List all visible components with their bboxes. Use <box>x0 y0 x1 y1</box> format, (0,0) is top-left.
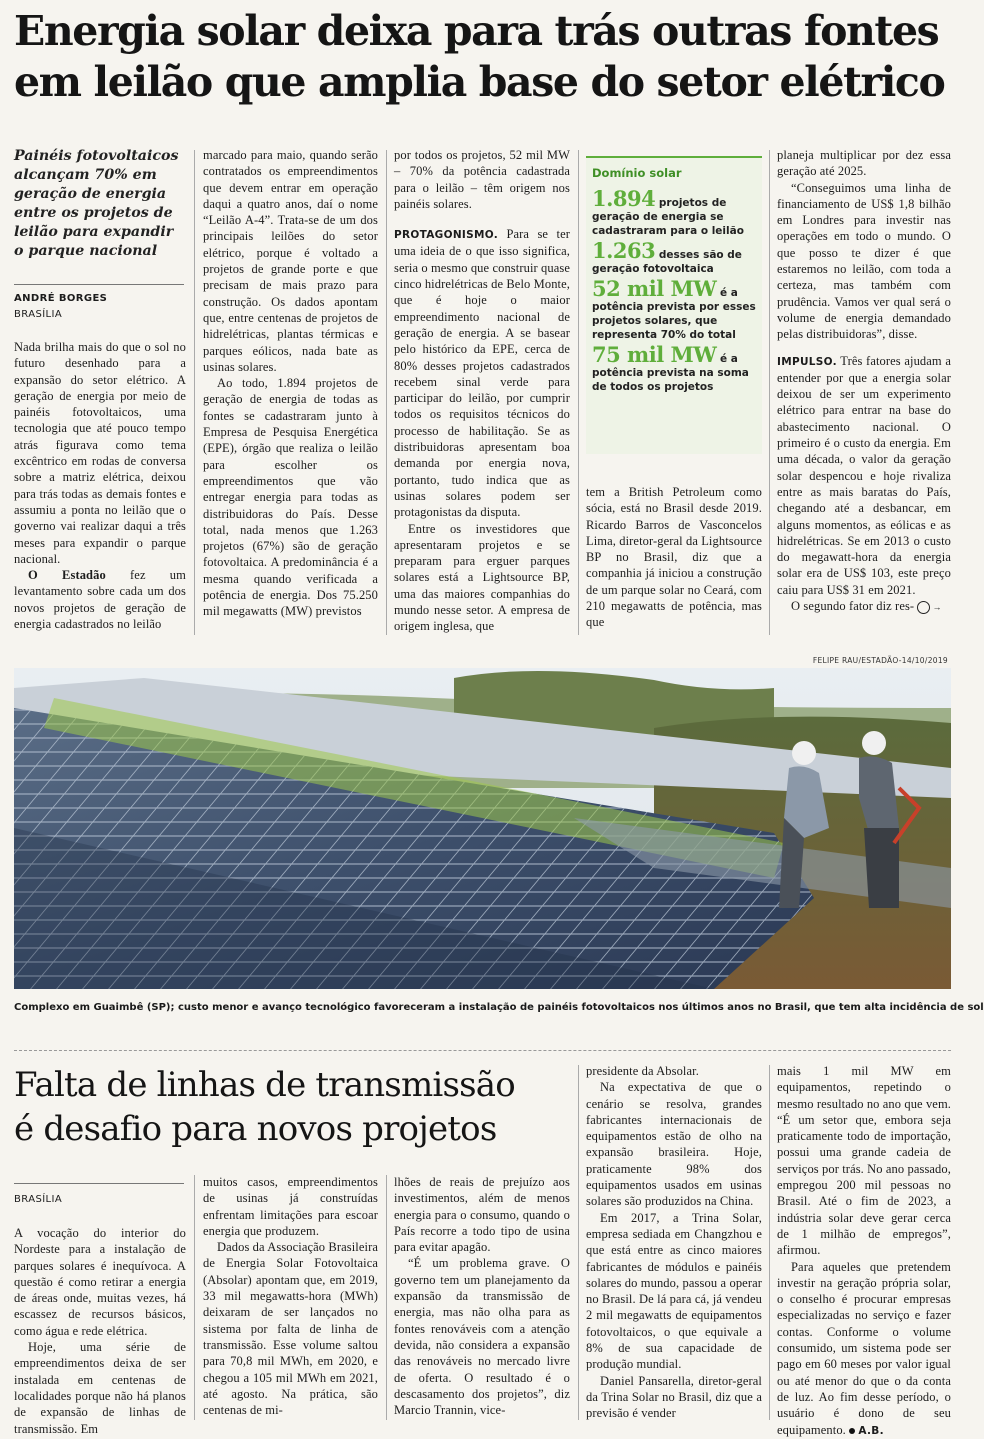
paragraph: marcado para maio, quando serão contratados os empreendimentos que devem entrar em operação daqui a quatro anos, daí o nome “Leilão A-4”. Trata-se de um dos principais leilões do setor elétrico, porque é voltado a projetos de grande porte e que precisam de mais prazo para construção. Os dados apontam que, entre centenas de projetos de hidrelétricas, plantas térmicas e parques eólicos, nada bate as usinas solares. <box>203 148 378 374</box>
solar-farm-photo <box>14 668 951 989</box>
article-column-3 <box>394 147 570 635</box>
stat-item <box>592 342 756 394</box>
paragraph: mais 1 mil MW em equipamentos, repetindo o mesmo resultado no ano que vem. “É um setor que, embora seja praticamente todo de importação, possui uma grande cadeia de serviços por trás. No ano passado, empregou 200 mil pessoas no Brasil. Até o fim de 2023, a indústria solar deve gerar cerca de 1 milhão de empregos”, afirmou. <box>777 1064 951 1258</box>
sub-article-column-5 <box>777 1063 951 1439</box>
paragraph: Em 2017, a Trina Solar, empresa sediada em Changzhou e que está entre as cinco maiores fabricantes de módulos e painéis solares do mundo, passou a operar no Brasil. De lá para cá, já vendeu 2 mil megawatts de equipamentos fotovoltaicos, o que equivale a 8% de sua capacidade de produção mundial. <box>586 1210 762 1372</box>
stat-number: 1.263 <box>592 238 656 263</box>
byline-place: BRASÍLIA <box>14 309 63 320</box>
column-divider <box>194 150 195 635</box>
photo-credit: FELIPE RAU/ESTADÃO-14/10/2019 <box>812 656 948 665</box>
paragraph-text: O segundo fator diz res- <box>791 599 915 614</box>
paragraph <box>14 567 186 632</box>
secondary-headline <box>14 1063 574 1151</box>
column-divider <box>386 150 387 635</box>
section-kicker: IMPULSO. <box>777 355 837 368</box>
box-title: Domínio solar <box>592 166 682 180</box>
paragraph: Dados da Associação Brasileira de Energia Solar Fotovoltaica (Absolar) apontam que, em 2019, 33 mil megawatts-hora (MWh) deixaram de ser lançados no sistema por falta de linha de transmissão. Esse volume saltou para 70,8 mil MWh, em 2020, e chegou a 105 mil MWh em 2021, até agosto. Na prática, são centenas de mi- <box>203 1240 378 1418</box>
stat-number: 52 mil MW <box>592 276 717 301</box>
stat-item <box>592 238 756 276</box>
photo-caption: Complexo em Guaimbê (SP); custo menor e avanço tecnológico favoreceram a instalação de painéis fotovoltaicos nos últimos anos no Brasil, que tem alta incidência de sol <box>14 1002 984 1013</box>
paragraph: por todos os projetos, 52 mil MW – 70% da potência cadastrada para o leilão – têm origem nos painéis solares. <box>394 148 570 211</box>
paragraph <box>777 1259 951 1439</box>
byline-place: BRASÍLIA <box>14 1194 63 1205</box>
paragraph: Hoje, uma série de empreendimentos deixa de ser instalada em centenas de localidades porque não há planos de expansão de linhas de transmissão. Em <box>14 1340 186 1436</box>
paragraph-text: Três fatores ajudam a entender por que a energia solar deixou de ser um experimento elétrico para entrar na base do abastecimento nacional. O primeiro é o custo da energia. Em uma década, o valor da geração solar despencou e hoje rivaliza entre as mais baratas do País, chegando até a desbancar, em alguns momentos, as eólicas e as hidrelétricas. Se em 2013 o custo do megawatt-hora da energia solar era de US$ 103, este preço caiu para US$ 31 em 2021. <box>777 353 951 597</box>
paragraph: Daniel Pansarella, diretor-geral da Trina Solar no Brasil, diz que a previsão é vender <box>586 1373 762 1421</box>
solar-dominance-box <box>586 156 762 454</box>
paragraph: planeja multiplicar por dez essa geração até 2025. <box>777 148 951 179</box>
headline <box>14 6 954 108</box>
sub-article-column-2 <box>203 1174 378 1418</box>
article-column-1 <box>14 339 186 632</box>
stat-text: desses são de geração fotovoltaica <box>592 249 742 275</box>
paragraph-text: fez um levantamento sobre cada um dos novos projetos de geração de energia cadastrados no leilão <box>14 568 186 632</box>
paragraph-text: Para se ter uma ideia de o que isso significa, seria o mesmo que construir quase cinco hidrelétricas de Belo Monte, que é hoje o maior empreendimento nacional de geração de energia. A se basear pelo histórico da EPE, cerca de 80% desses projetos cadastrados recebem sinal verde para participar do leilão, por cumprir todos os requisitos técnicos do processo de habilitação. Se as distribuidoras apresentam boa demanda por energia nova, portanto, tudo indica que as usinas solares podem ser protagonistas da disputa. <box>394 227 570 520</box>
author-initials: A.B. <box>858 1424 884 1437</box>
end-mark-icon <box>849 1428 855 1434</box>
paragraph: Entre os investidores que apresentaram projetos e se preparam para erguer parques solares está a Lightsource BP, uma das maiores companhias do mundo nesse setor. A empresa de origem inglesa, que <box>394 521 570 634</box>
solar-panels-illustration <box>14 668 951 989</box>
stat-item <box>592 276 756 342</box>
stat-item <box>592 186 756 238</box>
sub-article-column-3 <box>394 1174 570 1418</box>
article-column-5 <box>777 147 951 614</box>
column-divider <box>386 1175 387 1420</box>
paragraph: “É um problema grave. O governo tem um planejamento da expansão da transmissão de energia, mas não olha para as fontes renováveis com a atenção devida, não considera a expansão das renováveis no mercado livre de oferta. O resultado é o descasamento dos projetos”, diz Marcio Trannin, vice- <box>394 1256 570 1418</box>
paragraph <box>394 226 570 520</box>
paragraph: Na expectativa de que o cenário se resolva, grandes fabricantes internacionais de equipamentos estão de olho na expansão brasileira. Hoje, praticamente 98% dos equipamentos usados em usinas solares são produzidos na China. <box>586 1080 762 1209</box>
paragraph: lhões de reais de prejuízo aos investimentos, além de menos energia para o consumo, quando o País recorre a todo tipo de usina para evitar apagão. <box>394 1175 570 1255</box>
stat-text: é a potência prevista na soma de todos os projetos <box>592 353 749 393</box>
paragraph: muitos casos, empreendimentos de usinas já construídas enfrentam limitações para escoar energia que produzem. <box>203 1175 378 1238</box>
article-column-4 <box>586 484 762 631</box>
paragraph <box>777 598 951 614</box>
article-column-2 <box>203 147 378 620</box>
stat-text: projetos de geração de energia se cadastraram para o leilão <box>592 197 744 237</box>
column-divider <box>578 1065 579 1420</box>
paragraph: A vocação do interior do Nordeste para a instalação de parques solares é inequívoca. A questão é como retirar a energia de áreas onde, muitas vezes, há escassez de recursos básicos, como água e rede elétrica. <box>14 1226 186 1338</box>
newspaper-name: O Estadão <box>28 568 106 583</box>
paragraph: presidente da Absolar. <box>586 1064 699 1078</box>
paragraph-text: Para aqueles que pretendem investir na geração própria solar, o conselho é procurar empresas especializadas no serviço e fazer contas. Conforme o volume consumido, um sistema pode ser pago em 60 meses por valor igual ou até menor do que o da conta de luz. Ao fim desse período, o usuário é dono de seu equipamento. <box>777 1259 951 1437</box>
lede: Painéis fotovoltaicos alcançam 70% em geração de energia entre os projetos de leilão para expandir o parque nacional <box>14 148 179 259</box>
paragraph: Ao todo, 1.894 projetos de geração de energia de todas as fontes se cadastraram junto à Empresa de Pesquisa Energética (EPE), órgão que realiza o leilão para escolher os empreendimentos que vão entregar energia para todas as distribuidoras do País. Desse total, nada menos que 1.263 projetos (67%) são de geração fotovoltaica. A predominância é a mesma quando verificada a potência de energia. Dos 75.250 mil megawatts (MW) previstos <box>203 376 378 619</box>
secondary-headline-line-1: Falta de linhas de transmissão <box>14 1065 515 1105</box>
sub-article-column-1 <box>14 1225 186 1437</box>
headline-line-1: Energia solar deixa para trás outras fontes <box>14 7 939 55</box>
paragraph: tem a British Petroleum como sócia, está no Brasil desde 2019. Ricardo Barros de Vasconcelos Lima, diretor-geral da Lightsource BP no Brasil, diz que a companhia já iniciou a construção de um parque solar no Ceará, com 210 megawatts de potência, mas que <box>586 485 762 630</box>
byline-author: ANDRÉ BORGES <box>14 293 108 304</box>
continue-arrow-icon: → <box>917 601 930 614</box>
section-separator <box>14 1050 951 1051</box>
secondary-headline-line-2: é desafio para novos projetos <box>14 1109 497 1149</box>
stat-number: 1.894 <box>592 186 656 211</box>
column-divider <box>769 150 770 635</box>
paragraph <box>777 353 951 598</box>
section-kicker: PROTAGONISMO. <box>394 229 499 242</box>
headline-line-2: em leilão que amplia base do setor elétrico <box>14 58 945 106</box>
column-divider <box>578 150 579 635</box>
paragraph: “Conseguimos uma linha de financiamento de US$ 1,8 bilhão em Londres para investir nas operações em todo o mundo. O que posso te dizer é que estaremos no leilão, com toda a certeza, mas também com prudência. Vamos ver qual será o volume de energia demandado pelas distribuidoras”, disse. <box>777 180 951 342</box>
column-divider <box>769 1065 770 1420</box>
stat-number: 75 mil MW <box>592 342 717 367</box>
byline-rule <box>14 284 184 285</box>
byline-rule <box>14 1183 184 1184</box>
stat-text: é a potência prevista por esses projetos solares, que representa 70% do total <box>592 287 756 341</box>
column-divider <box>194 1175 195 1420</box>
paragraph: Nada brilha mais do que o sol no futuro desenhado para a expansão do setor elétrico. A geração de energia por meio de painéis fotovoltaicos, uma tecnologia que até pouco tempo atrás figurava como tema excêntrico em rodas de conversa sobre a matriz elétrica, deixou para trás todas as demais fontes e assumiu a ponta no leilão que o governo vai realizar daqui a três meses para expandir o parque nacional. <box>14 340 186 566</box>
sub-article-column-4 <box>586 1063 762 1422</box>
